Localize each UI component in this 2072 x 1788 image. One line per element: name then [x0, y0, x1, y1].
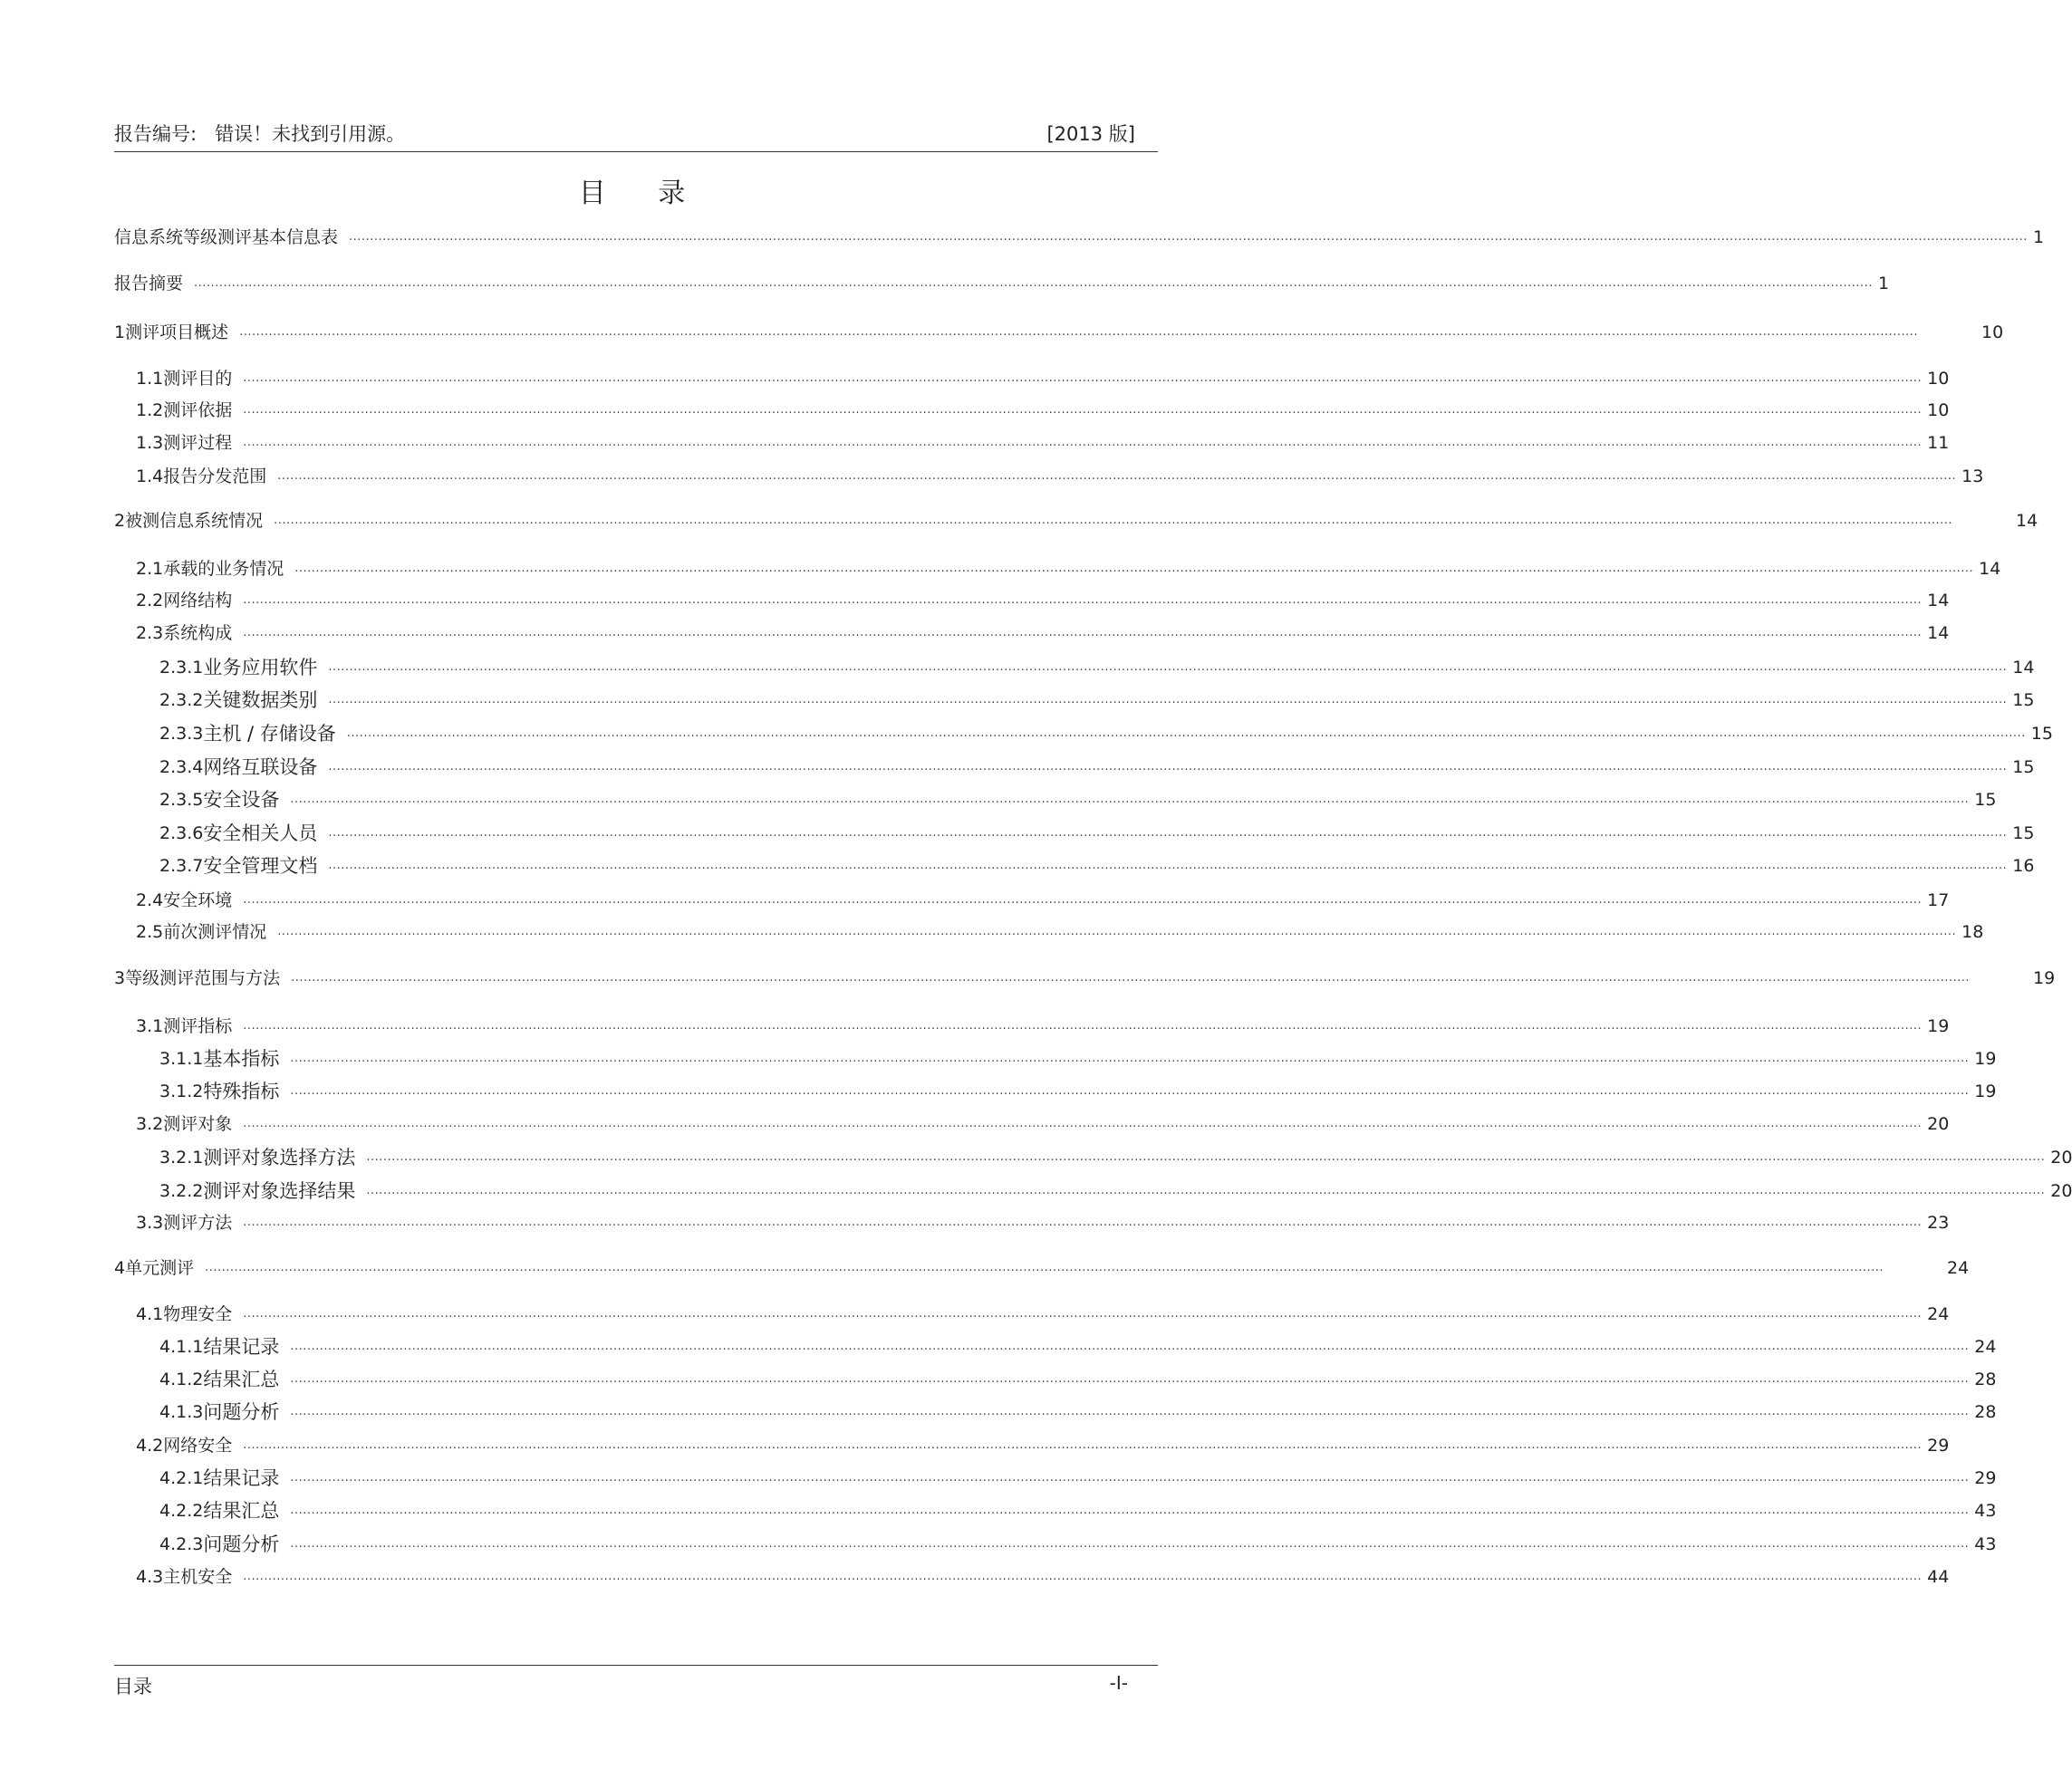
toc-entry-number: 4 [114, 1258, 126, 1278]
toc-entry-page: 14 [1979, 559, 2001, 579]
toc-entry-page: 18 [1961, 922, 1984, 942]
toc-entry-page: 24 [1927, 1304, 1950, 1324]
toc-leader-dots: ................................................................................................................................................................................................................................................................................................................................................................................................................ [291, 971, 1971, 985]
toc-entry-number: 3.1.1 [159, 1049, 204, 1069]
toc-entry-number: 4.1.2 [159, 1370, 204, 1389]
toc-entry-page: 20 [2050, 1148, 2072, 1168]
toc-entry-label: 物理安全 [163, 1304, 233, 1324]
toc-entry[interactable] [136, 464, 1984, 489]
footer-page-number: -I- [1109, 1672, 1128, 1694]
toc-entry-label: 结果记录 [203, 1467, 280, 1489]
toc-entry-label: 结果记录 [203, 1336, 280, 1358]
toc-entry-label: 报告分发范围 [163, 466, 267, 486]
toc-entry-page: 43 [1974, 1501, 1997, 1521]
toc-entry-number: 2.5 [136, 922, 164, 942]
toc-entry-page: 43 [1974, 1534, 1997, 1554]
toc-entry[interactable] [159, 1334, 1997, 1360]
toc-entry[interactable] [159, 1046, 1997, 1072]
toc-entry-label: 测评目的 [163, 369, 233, 389]
toc-entry-label: 测评对象选择结果 [203, 1180, 356, 1202]
toc-leader-dots: ................................................................................................................................................................................................................................................................................................................................................................................................................ [366, 1150, 2046, 1164]
toc-entry-label: 业务应用软件 [203, 657, 318, 678]
toc-entry-label: 关键数据类别 [203, 689, 318, 711]
toc-entry-label: 安全管理文档 [203, 855, 318, 877]
toc-entry-label: 基本指标 [203, 1048, 280, 1070]
toc-entry[interactable] [136, 1433, 1950, 1458]
toc-leader-dots: ................................................................................................................................................................................................................................................................................................................................................................................................................ [243, 436, 1923, 449]
toc-entry-page: 14 [2012, 658, 2035, 678]
toc-entry-label: 测评对象选择方法 [203, 1147, 356, 1168]
toc-leader-dots: ................................................................................................................................................................................................................................................................................................................................................................................................................ [290, 1405, 1970, 1418]
toc-leader-dots: ................................................................................................................................................................................................................................................................................................................................................................................................................ [243, 371, 1923, 385]
toc-entry-number: 1.1 [136, 369, 164, 389]
toc-entry-label: 单元测评 [125, 1258, 195, 1278]
toc-entry-number: 4.2.3 [159, 1534, 204, 1554]
toc-entry-number: 4.2.1 [159, 1468, 204, 1488]
toc-entry[interactable] [136, 1210, 1950, 1235]
toc-entry-label: 等级测评范围与方法 [125, 968, 281, 988]
toc-entry[interactable] [136, 1111, 1950, 1137]
toc-entry-number: 3.1 [136, 1016, 164, 1036]
toc-leader-dots: ................................................................................................................................................................................................................................................................................................................................................................................................................ [290, 1504, 1970, 1517]
toc-leader-dots: ................................................................................................................................................................................................................................................................................................................................................................................................................ [243, 626, 1923, 639]
toc-leader-dots: ................................................................................................................................................................................................................................................................................................................................................................................................................ [243, 403, 1923, 417]
toc-entry-label: 特殊指标 [203, 1081, 280, 1102]
toc-entry-number: 3 [114, 968, 126, 988]
toc-entry[interactable] [159, 755, 2035, 780]
toc-leader-dots: ................................................................................................................................................................................................................................................................................................................................................................................................................ [194, 276, 1873, 290]
toc-entry-number: 3.1.2 [159, 1081, 204, 1101]
toc-entry-page: 15 [2012, 823, 2035, 843]
toc-leader-dots: ................................................................................................................................................................................................................................................................................................................................................................................................................ [366, 1184, 2046, 1197]
toc-entry-label: 安全环境 [163, 890, 233, 910]
toc-entry-page: 20 [1927, 1114, 1950, 1134]
toc-entry-number: 4.1.3 [159, 1402, 204, 1422]
toc-entry-label: 网络互联设备 [203, 756, 318, 778]
toc-entry-page: 14 [1927, 623, 1950, 643]
toc-entry[interactable] [136, 588, 1950, 613]
toc-entry-label: 前次测评情况 [163, 922, 267, 942]
toc-entry-page: 29 [1927, 1436, 1950, 1456]
toc-leader-dots: ................................................................................................................................................................................................................................................................................................................................................................................................................ [290, 793, 1970, 806]
toc-entry-page: 24 [1974, 1337, 1997, 1357]
toc-entry[interactable] [114, 320, 2004, 345]
toc-entry-page: 19 [1927, 1016, 1950, 1036]
toc-leader-dots: ................................................................................................................................................................................................................................................................................................................................................................................................................ [290, 1052, 1970, 1065]
toc-entry[interactable] [114, 966, 2056, 991]
toc-entry-number: 2.4 [136, 890, 164, 910]
toc-entry-page: 23 [1927, 1213, 1950, 1233]
toc-entry-number: 2.3.5 [159, 790, 204, 810]
toc-entry-number: 2.3.2 [159, 690, 204, 710]
toc-entry[interactable] [159, 1399, 1997, 1425]
toc-entry-label: 主机安全 [163, 1567, 233, 1587]
footer-section: 目录 [114, 1676, 152, 1697]
toc-entry-label: 网络结构 [163, 591, 233, 610]
toc-entry[interactable] [159, 1532, 1997, 1557]
toc-entry-page: 19 [1974, 1049, 1997, 1069]
toc-entry-number: 1.2 [136, 400, 164, 420]
toc-entry-page: 1 [2032, 227, 2045, 247]
toc-entry[interactable] [136, 366, 1950, 391]
toc-entry-number: 4.1 [136, 1304, 164, 1324]
toc-leader-dots: ................................................................................................................................................................................................................................................................................................................................................................................................................ [328, 859, 2008, 872]
toc-entry-number: 3.2 [136, 1114, 164, 1134]
toc-entry-number: 4.2.2 [159, 1501, 204, 1521]
toc-leader-dots: ................................................................................................................................................................................................................................................................................................................................................................................................................ [349, 230, 2028, 244]
toc-entry[interactable] [114, 508, 2038, 534]
toc-entry-label: 信息系统等级测评基本信息表 [114, 227, 339, 247]
toc-entry-page: 15 [2030, 724, 2053, 744]
toc-entry-label: 报告摘要 [114, 274, 184, 293]
toc-leader-dots: ................................................................................................................................................................................................................................................................................................................................................................................................................ [328, 693, 2008, 707]
toc-entry-number: 2.3.7 [159, 856, 204, 876]
toc-entry-number: 3.2.2 [159, 1181, 204, 1201]
toc-entry-number: 1 [114, 322, 126, 342]
toc-entry-number: 2.3.1 [159, 658, 204, 678]
toc-leader-dots: ................................................................................................................................................................................................................................................................................................................................................................................................................ [243, 1570, 1923, 1583]
toc-title: 目 录 [578, 178, 708, 209]
toc-entry[interactable] [136, 430, 1950, 456]
toc-entry-page: 17 [1927, 890, 1950, 910]
toc-entry-number: 4.3 [136, 1567, 164, 1587]
toc-entry-page: 19 [2033, 968, 2056, 988]
toc-entry[interactable] [159, 1498, 1997, 1524]
toc-entry-label: 承载的业务情况 [163, 559, 284, 579]
toc-entry[interactable] [159, 1178, 2072, 1204]
toc-entry[interactable] [159, 787, 1997, 812]
toc-entry-page: 10 [1927, 400, 1950, 420]
toc-leader-dots: ................................................................................................................................................................................................................................................................................................................................................................................................................ [328, 826, 2008, 840]
toc-entry[interactable] [159, 853, 2035, 879]
toc-entry-number: 2.3.4 [159, 757, 204, 777]
toc-leader-dots: ................................................................................................................................................................................................................................................................................................................................................................................................................ [243, 1019, 1923, 1033]
toc-entry[interactable] [136, 888, 1950, 913]
toc-leader-dots: ................................................................................................................................................................................................................................................................................................................................................................................................................ [239, 325, 1919, 339]
report-number-label: 报告编号: [114, 123, 198, 145]
toc-entry-page: 10 [1927, 369, 1950, 389]
toc-leader-dots: ................................................................................................................................................................................................................................................................................................................................................................................................................ [205, 1261, 1884, 1274]
toc-entry-label: 测评依据 [163, 400, 233, 420]
toc-leader-dots: ................................................................................................................................................................................................................................................................................................................................................................................................................ [243, 1117, 1923, 1130]
toc-entry-page: 15 [2012, 690, 2035, 710]
toc-entry-number: 1.4 [136, 466, 164, 486]
toc-entry-label: 安全相关人员 [203, 822, 318, 844]
toc-leader-dots: ................................................................................................................................................................................................................................................................................................................................................................................................................ [294, 562, 1974, 575]
toc-leader-dots: ................................................................................................................................................................................................................................................................................................................................................................................................................ [328, 760, 2008, 774]
toc-entry-page: 14 [2016, 511, 2038, 531]
toc-entry-label: 结果汇总 [203, 1369, 280, 1390]
toc-leader-dots: ................................................................................................................................................................................................................................................................................................................................................................................................................ [290, 1372, 1970, 1386]
toc-entry-number: 2.3.6 [159, 823, 204, 843]
toc-entry-number: 3.2.1 [159, 1148, 204, 1168]
toc-entry-label: 系统构成 [163, 623, 233, 643]
toc-entry-page: 28 [1974, 1402, 1997, 1422]
toc-entry-label: 问题分析 [203, 1533, 280, 1555]
toc-entry-page: 29 [1974, 1468, 1997, 1488]
toc-entry-label: 结果汇总 [203, 1500, 280, 1522]
toc-entry-page: 10 [1981, 322, 2004, 342]
toc-entry[interactable] [159, 1367, 1997, 1392]
toc-leader-dots: ................................................................................................................................................................................................................................................................................................................................................................................................................ [243, 1307, 1923, 1321]
toc-entry-page: 16 [2012, 856, 2035, 876]
toc-leader-dots: ................................................................................................................................................................................................................................................................................................................................................................................................................ [243, 593, 1923, 607]
toc-entry-number: 4.1.1 [159, 1337, 204, 1357]
toc-entry-number: 2.2 [136, 591, 164, 610]
toc-entry-number: 2.1 [136, 559, 164, 579]
toc-entry[interactable] [114, 271, 1890, 296]
toc-entry-page: 14 [1927, 591, 1950, 610]
toc-entry[interactable] [136, 1564, 1950, 1590]
toc-entry-number: 3.3 [136, 1213, 164, 1233]
toc-entry-page: 24 [1947, 1258, 1970, 1278]
report-number-value: 错误！未找到引用源。 [215, 123, 406, 145]
toc-entry-page: 13 [1961, 466, 1984, 486]
toc-leader-dots: ................................................................................................................................................................................................................................................................................................................................................................................................................ [243, 1438, 1923, 1452]
toc-entry[interactable] [159, 721, 2053, 746]
toc-entry[interactable] [136, 1302, 1950, 1327]
toc-entry-page: 20 [2050, 1181, 2072, 1201]
toc-leader-dots: ................................................................................................................................................................................................................................................................................................................................................................................................................ [290, 1340, 1970, 1353]
toc-leader-dots: ................................................................................................................................................................................................................................................................................................................................................................................................................ [290, 1471, 1970, 1485]
toc-leader-dots: ................................................................................................................................................................................................................................................................................................................................................................................................................ [290, 1537, 1970, 1551]
toc-entry-label: 测评对象 [163, 1114, 233, 1134]
toc-leader-dots: ................................................................................................................................................................................................................................................................................................................................................................................................................ [243, 893, 1923, 907]
toc-entry-page: 1 [1877, 274, 1890, 293]
toc-entry[interactable] [136, 556, 2001, 582]
toc-entry-page: 44 [1927, 1567, 1950, 1587]
toc-leader-dots: ................................................................................................................................................................................................................................................................................................................................................................................................................ [277, 925, 1957, 938]
toc-leader-dots: ................................................................................................................................................................................................................................................................................................................................................................................................................ [290, 1084, 1970, 1098]
toc-leader-dots: ................................................................................................................................................................................................................................................................................................................................................................................................................ [243, 1216, 1923, 1229]
toc-leader-dots: ................................................................................................................................................................................................................................................................................................................................................................................................................ [328, 660, 2008, 674]
toc-entry-label: 被测信息系统情况 [125, 511, 264, 531]
toc-entry-label: 测评方法 [163, 1213, 233, 1233]
toc-entry-page: 15 [1974, 790, 1997, 810]
toc-entry-label: 主机 / 存储设备 [203, 723, 336, 745]
toc-entry-label: 网络安全 [163, 1436, 233, 1456]
toc-entry-page: 15 [2012, 757, 2035, 777]
toc-entry-label: 问题分析 [203, 1401, 280, 1423]
toc-entry-page: 11 [1927, 433, 1950, 453]
toc-entry[interactable] [136, 620, 1950, 646]
toc-entry-label: 测评指标 [163, 1016, 233, 1036]
toc-entry[interactable] [159, 821, 2035, 846]
toc-entry-number: 1.3 [136, 433, 164, 453]
toc-entry[interactable] [159, 687, 2035, 713]
toc-entry[interactable] [114, 225, 2045, 250]
toc-entry-label: 安全设备 [203, 789, 280, 811]
toc-entry[interactable] [159, 1145, 2072, 1170]
toc-entry-label: 测评过程 [163, 433, 233, 453]
toc-entry[interactable] [114, 1255, 1970, 1281]
footer-divider [114, 1665, 1158, 1666]
toc-leader-dots: ................................................................................................................................................................................................................................................................................................................................................................................................................ [346, 726, 2026, 740]
toc-entry-number: 2.3.3 [159, 724, 204, 744]
toc-entry[interactable] [136, 1014, 1950, 1039]
toc-entry-number: 2.3 [136, 623, 164, 643]
toc-entry[interactable] [136, 919, 1984, 945]
toc-entry[interactable] [159, 1466, 1997, 1491]
report-version: [2013 版] [1046, 123, 1135, 145]
toc-entry-page: 28 [1974, 1370, 1997, 1389]
toc-entry-label: 测评项目概述 [125, 322, 229, 342]
toc-entry-number: 2 [114, 511, 126, 531]
toc-entry[interactable] [159, 1079, 1997, 1104]
toc-entry[interactable] [136, 398, 1950, 423]
toc-entry-number: 4.2 [136, 1436, 164, 1456]
toc-entry[interactable] [159, 655, 2035, 680]
toc-leader-dots: ................................................................................................................................................................................................................................................................................................................................................................................................................ [274, 514, 1953, 527]
toc-entry-page: 19 [1974, 1081, 1997, 1101]
toc-leader-dots: ................................................................................................................................................................................................................................................................................................................................................................................................................ [277, 469, 1957, 483]
